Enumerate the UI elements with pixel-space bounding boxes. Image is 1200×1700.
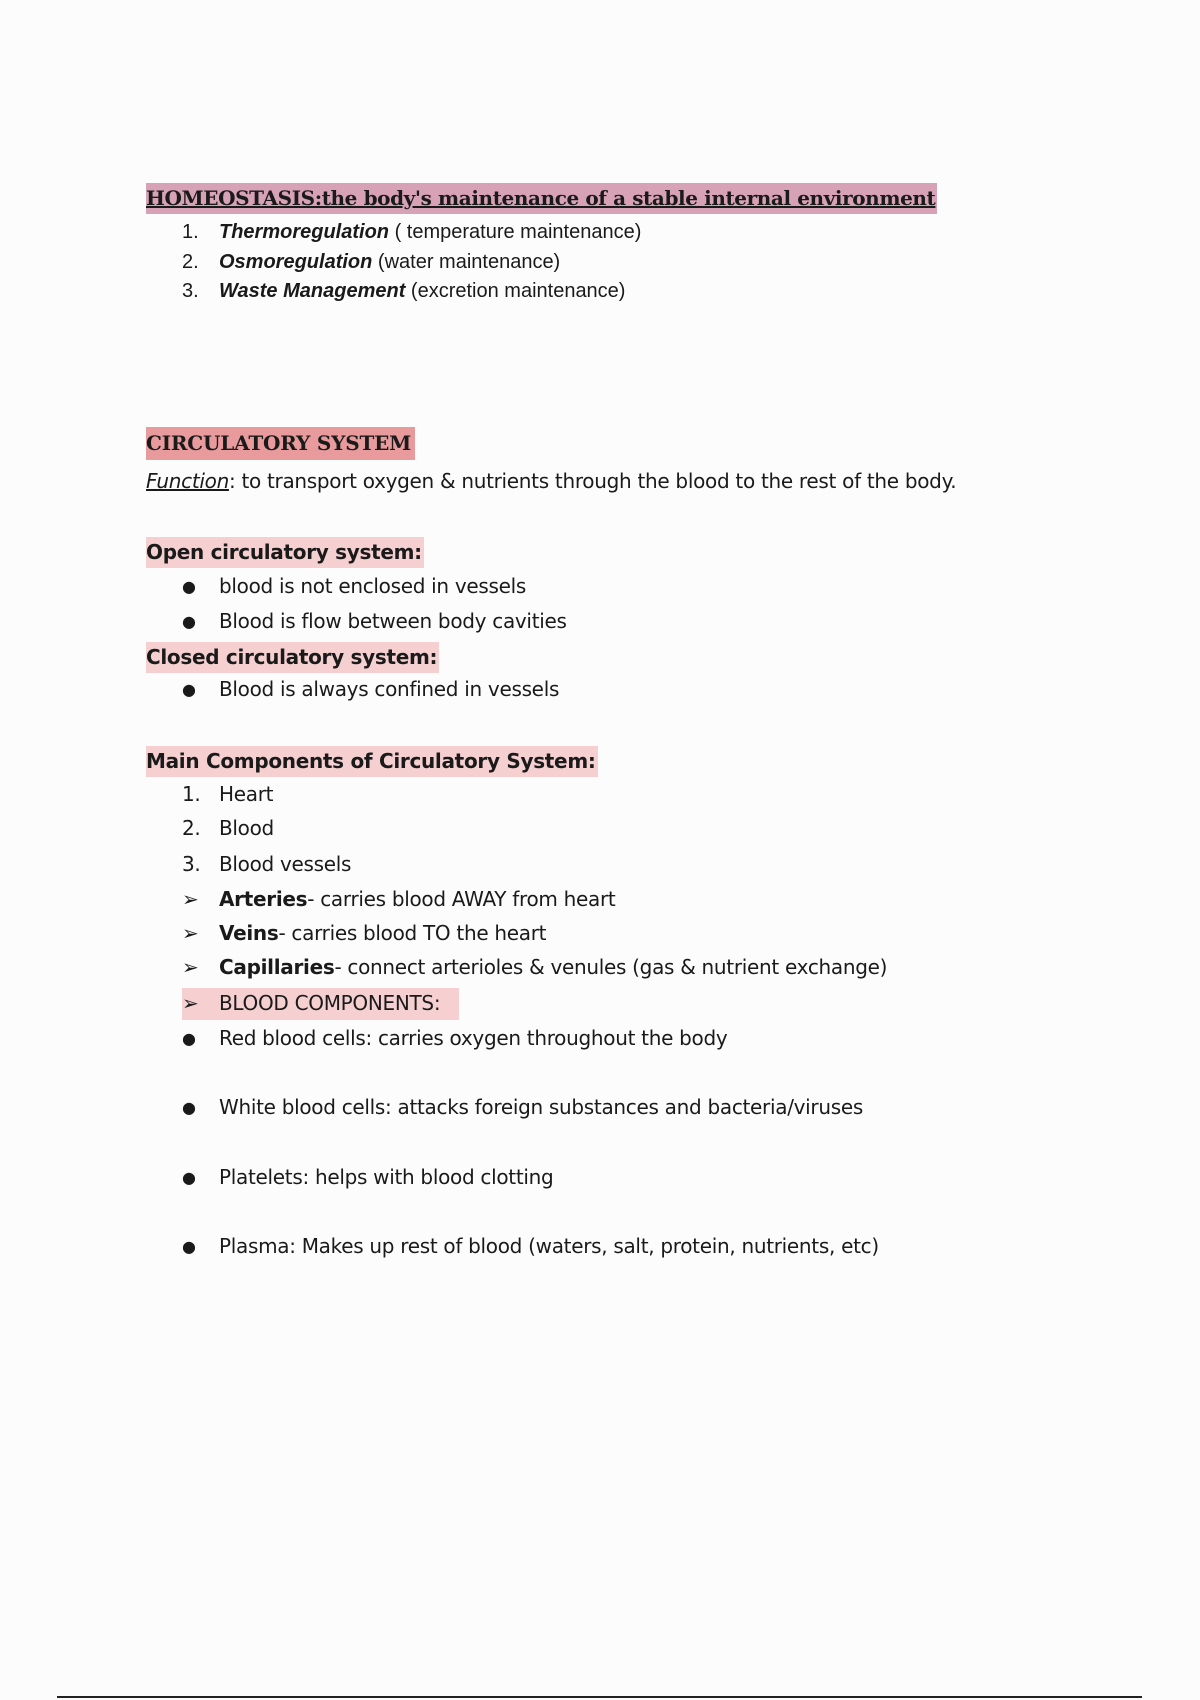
bullet-icon: ●: [182, 680, 196, 699]
page-bottom-rule: [57, 1696, 1142, 1698]
homeostasis-heading: HOMEOSTASIS:the body's maintenance of a stable internal environment: [146, 183, 937, 214]
bullet-icon: ●: [182, 1237, 196, 1256]
list-item: [0, 574, 1200, 600]
arrow-icon: ➢: [182, 991, 199, 1015]
list-item: [0, 609, 1200, 635]
list-number: 3.: [182, 852, 201, 876]
bullet-text: Red blood cells: carries oxygen throughout the body: [219, 1026, 728, 1050]
list-item: [0, 816, 1200, 842]
function-line: [146, 469, 956, 493]
list-item: [0, 852, 1200, 878]
list-item: [0, 782, 1200, 808]
item-term: Capillaries: [219, 955, 335, 979]
list-item: [0, 921, 1200, 947]
item-desc: (water maintenance): [372, 251, 561, 273]
list-item: [0, 1234, 1200, 1260]
item-desc: (excretion maintenance): [405, 280, 626, 302]
function-text: : to transport oxygen & nutrients through the blood to the rest of the body.: [228, 469, 957, 493]
function-label: Function: [146, 469, 229, 493]
bullet-icon: ●: [182, 612, 196, 631]
item-term: Osmoregulation: [219, 251, 373, 273]
circulatory-heading: CIRCULATORY SYSTEM: [146, 427, 415, 460]
homeostasis-item-2: [0, 251, 1200, 277]
arrow-icon: ➢: [182, 955, 199, 979]
list-number: 3.: [182, 280, 199, 302]
list-number: 1.: [182, 221, 199, 243]
list-item: [0, 955, 1200, 981]
list-item: [0, 1026, 1200, 1052]
homeostasis-item-3: [0, 280, 1200, 306]
item-term: Waste Management: [219, 280, 406, 302]
list-number: 2.: [182, 251, 199, 273]
bullet-icon: ●: [182, 1168, 196, 1187]
item-desc: ( temperature maintenance): [389, 221, 642, 243]
item-desc: - carries blood TO the heart: [278, 921, 547, 945]
bullet-text: Blood is flow between body cavities: [219, 609, 567, 633]
list-item: [0, 887, 1200, 913]
bullet-icon: ●: [182, 1029, 196, 1048]
list-number: 1.: [182, 782, 201, 806]
item-term: Veins: [219, 921, 279, 945]
item-desc: - connect arterioles & venules (gas & nutrient exchange): [334, 955, 888, 979]
bullet-text: White blood cells: attacks foreign substances and bacteria/viruses: [219, 1095, 863, 1119]
blood-components-heading: BLOOD COMPONENTS:: [219, 991, 441, 1015]
blood-components-heading-row: [0, 991, 1200, 1017]
item-term: Arteries: [219, 887, 308, 911]
list-text: Blood: [219, 816, 274, 840]
open-system-heading: Open circulatory system:: [146, 537, 424, 568]
bullet-text: blood is not enclosed in vessels: [219, 574, 527, 598]
item-term: Thermoregulation: [219, 221, 390, 243]
list-item: [0, 1165, 1200, 1191]
arrow-icon: ➢: [182, 887, 199, 911]
list-text: Heart: [219, 782, 274, 806]
homeostasis-item-1: [0, 221, 1200, 247]
arrow-icon: ➢: [182, 921, 199, 945]
list-item: [0, 677, 1200, 703]
bullet-icon: ●: [182, 1098, 196, 1117]
list-item: [0, 1095, 1200, 1121]
item-desc: - carries blood AWAY from heart: [307, 887, 616, 911]
bullet-text: Plasma: Makes up rest of blood (waters, salt, protein, nutrients, etc): [219, 1234, 879, 1258]
components-heading: Main Components of Circulatory System:: [146, 746, 598, 777]
closed-system-heading: Closed circulatory system:: [146, 642, 439, 673]
list-text: Blood vessels: [219, 852, 352, 876]
list-number: 2.: [182, 816, 201, 840]
bullet-icon: ●: [182, 577, 196, 596]
bullet-text: Blood is always confined in vessels: [219, 677, 560, 701]
bullet-text: Platelets: helps with blood clotting: [219, 1165, 554, 1189]
